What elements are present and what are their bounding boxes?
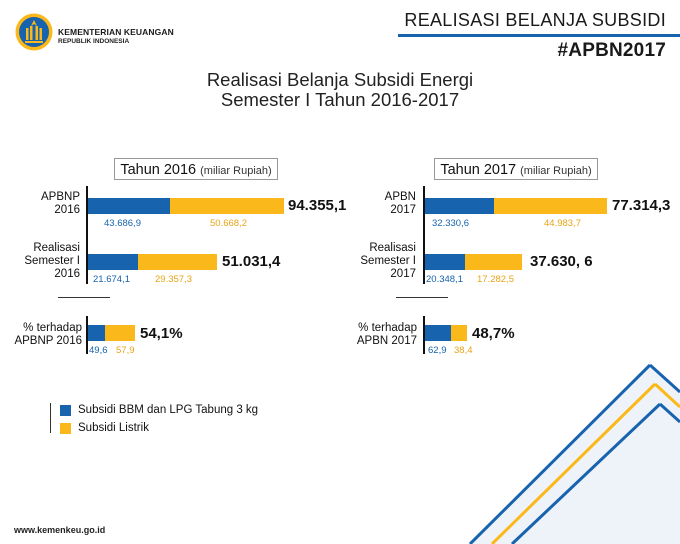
header-divider bbox=[398, 34, 680, 37]
total-pct-2016: 54,1% bbox=[140, 325, 183, 342]
bar-apbn-2017 bbox=[425, 198, 607, 214]
legend-swatch-bbm bbox=[60, 405, 71, 416]
legend-rule bbox=[50, 403, 51, 433]
value-listrik-apbnp-2016: 50.668,2 bbox=[210, 218, 247, 229]
value-bbm-realisasi-2017: 20.348,1 bbox=[426, 274, 463, 285]
panel-2016-title: Tahun 2016 bbox=[120, 162, 197, 178]
value-listrik-pct-2016: 57,9 bbox=[116, 345, 135, 356]
total-realisasi-2017: 37.630, 6 bbox=[530, 253, 593, 270]
bar-seg-listrik-pct-2017 bbox=[451, 325, 467, 341]
bar-realisasi-2016 bbox=[88, 254, 217, 270]
bar-seg-bbm-realisasi-2017 bbox=[425, 254, 465, 270]
header-hashtag: #APBN2017 bbox=[557, 40, 666, 61]
value-bbm-pct-2016: 49,6 bbox=[89, 345, 108, 356]
total-pct-2017: 48,7% bbox=[472, 325, 515, 342]
kemenkeu-emblem-icon bbox=[14, 12, 54, 52]
main-title bbox=[0, 70, 680, 110]
bar-realisasi-2017 bbox=[425, 254, 522, 270]
total-realisasi-2016: 51.031,4 bbox=[222, 253, 281, 270]
value-listrik-pct-2017: 38,4 bbox=[454, 345, 473, 356]
bar-apbnp-2016 bbox=[88, 198, 284, 214]
panel-2017-title: Tahun 2017 bbox=[440, 162, 517, 178]
bar-seg-listrik-pct-2016 bbox=[105, 325, 135, 341]
row-label-pct-2017: % terhadap APBN 2017 bbox=[356, 322, 417, 347]
org-subtitle: REPUBLIK INDONESIA bbox=[58, 38, 130, 45]
row-label-realisasi-2017: Realisasi Semester I 2017 bbox=[360, 242, 416, 280]
value-listrik-apbn-2017: 44.983,7 bbox=[544, 218, 581, 229]
value-listrik-realisasi-2017: 17.282,5 bbox=[477, 274, 514, 285]
bar-seg-listrik-apbnp-2016 bbox=[170, 198, 284, 214]
header-title: REALISASI BELANJA SUBSIDI bbox=[404, 10, 666, 30]
panel-2016-unit: (miliar Rupiah) bbox=[200, 165, 272, 177]
panel-2017-unit: (miliar Rupiah) bbox=[520, 165, 592, 177]
value-bbm-apbn-2017: 32.330,6 bbox=[432, 218, 469, 229]
legend-label-listrik: Subsidi Listrik bbox=[78, 422, 149, 434]
separator-2016 bbox=[58, 297, 110, 298]
bar-seg-listrik-realisasi-2016 bbox=[138, 254, 217, 270]
bar-seg-listrik-realisasi-2017 bbox=[465, 254, 522, 270]
footer-url: www.kemenkeu.go.id bbox=[14, 525, 106, 535]
bar-seg-bbm-realisasi-2016 bbox=[88, 254, 138, 270]
legend-label-bbm: Subsidi BBM dan LPG Tabung 3 kg bbox=[78, 404, 259, 416]
panel-2017-header bbox=[434, 158, 598, 180]
value-bbm-apbnp-2016: 43.686,9 bbox=[104, 218, 141, 229]
legend-swatch-listrik bbox=[60, 423, 71, 434]
row-label-realisasi-2016: Realisasi Semester I 2016 bbox=[24, 242, 80, 280]
bar-pct-2016 bbox=[88, 325, 135, 341]
bar-seg-bbm-pct-2017 bbox=[425, 325, 451, 341]
row-label-apbnp-2016: APBNP 2016 bbox=[41, 191, 80, 216]
value-bbm-pct-2017: 62,9 bbox=[428, 345, 447, 356]
bar-seg-bbm-pct-2016 bbox=[88, 325, 105, 341]
main-title-line1: Realisasi Belanja Subsidi Energi bbox=[206, 69, 474, 90]
separator-2017 bbox=[396, 297, 448, 298]
bar-seg-bbm-apbn-2017 bbox=[425, 198, 494, 214]
value-bbm-realisasi-2016: 21.674,1 bbox=[93, 274, 130, 285]
main-title-line2: Semester I Tahun 2016-2017 bbox=[220, 89, 460, 110]
panel-2016-header bbox=[114, 158, 278, 180]
value-listrik-realisasi-2016: 29.357,3 bbox=[155, 274, 192, 285]
bar-seg-bbm-apbnp-2016 bbox=[88, 198, 170, 214]
org-name: KEMENTERIAN KEUANGAN bbox=[58, 27, 174, 37]
row-label-apbn-2017: APBN 2017 bbox=[384, 191, 416, 216]
total-apbnp-2016: 94.355,1 bbox=[288, 197, 347, 214]
row-label-pct-2016: % terhadap APBNP 2016 bbox=[14, 322, 82, 347]
bar-seg-listrik-apbn-2017 bbox=[494, 198, 607, 214]
bar-pct-2017 bbox=[425, 325, 467, 341]
total-apbn-2017: 77.314,3 bbox=[612, 197, 671, 214]
